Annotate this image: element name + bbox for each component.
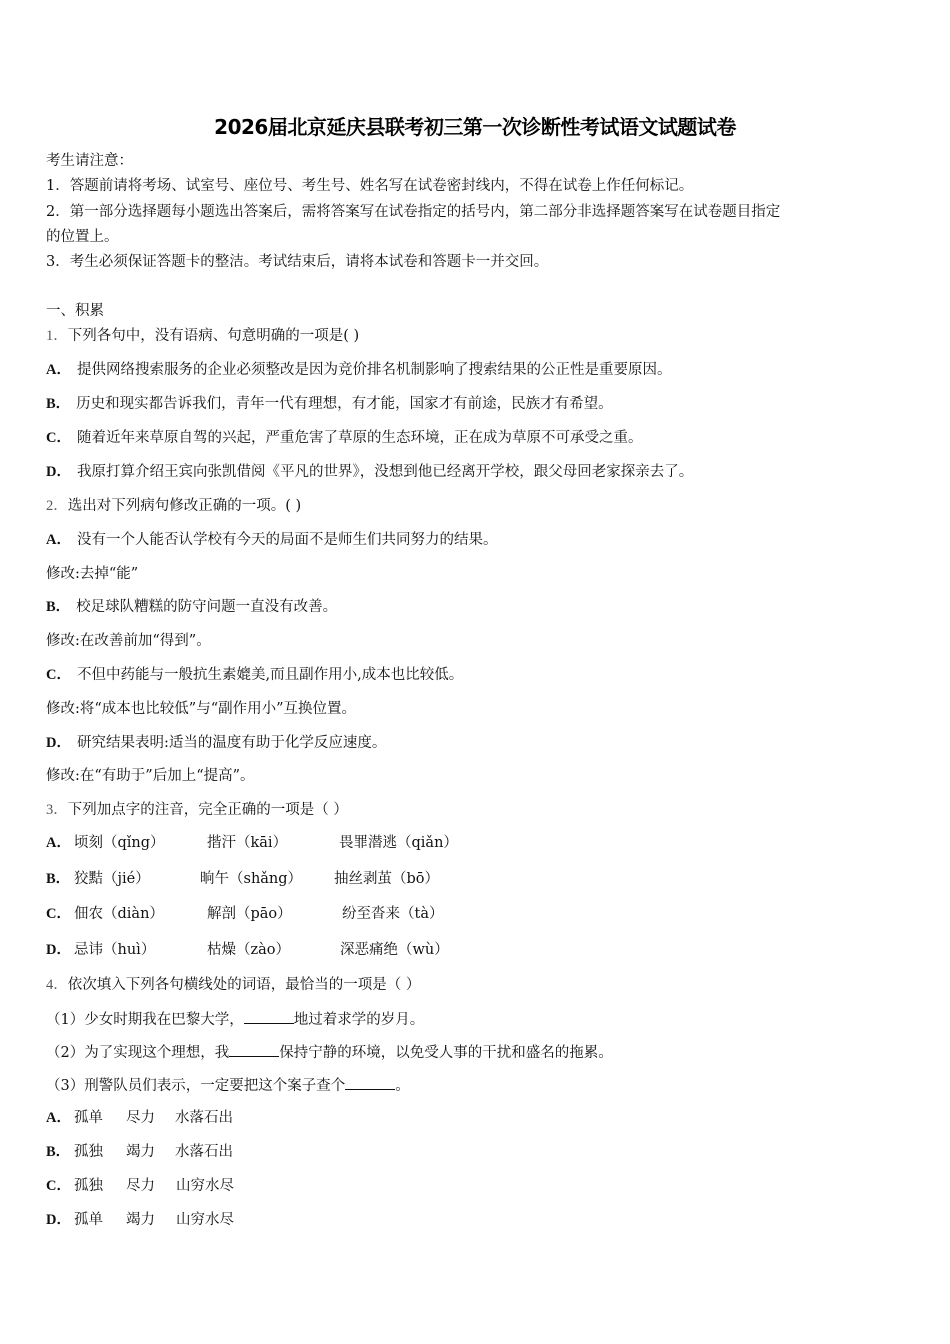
option-item: 孤单 — [74, 1110, 103, 1126]
question-number: 1． — [46, 328, 68, 344]
option-label: D． — [46, 1212, 71, 1228]
q2-option-c — [46, 665, 463, 685]
section-heading: 一、积累 — [46, 303, 104, 319]
option-item: 枯燥（zào） — [207, 942, 291, 958]
option-label: A． — [46, 1110, 71, 1126]
option-label: B． — [46, 1144, 71, 1160]
option-item: 佃农（diàn） — [74, 906, 164, 922]
fill-blank — [229, 1042, 279, 1057]
option-item: 晌午（shǎng） — [200, 871, 303, 887]
fill-blank — [345, 1075, 395, 1090]
option-label: D． — [46, 735, 71, 751]
option-item: 竭力 — [126, 1144, 155, 1160]
option-text: 校足球队糟糕的防守问题一直没有改善。 — [76, 599, 338, 615]
option-text: 历史和现实都告诉我们，青年一代有理想，有才能，国家才有前途，民族才有希望。 — [76, 396, 613, 412]
q4-sentence-1 — [46, 1009, 424, 1030]
option-item: 忌讳（huì） — [74, 942, 156, 958]
q2-option-c-fix: 修改:将“成本也比较低”与“副作用小”互换位置。 — [46, 701, 357, 717]
option-text: 研究结果表明:适当的温度有助于化学反应速度。 — [76, 735, 387, 751]
option-item: 狡黠（jié） — [74, 871, 150, 887]
notice-item-2-cont: 的位置上。 — [46, 229, 119, 245]
q1-option-b — [46, 394, 613, 414]
option-item: 纷至沓来（tà） — [342, 906, 444, 922]
sentence-post: 保持宁静的环境，以免受人事的干扰和盛名的拖累。 — [279, 1045, 613, 1061]
option-text: 提供网络搜索服务的企业必须整改是因为竞价排名机制影响了搜索结果的公正性是重要原因。 — [76, 362, 672, 378]
option-item: 水落石出 — [175, 1110, 233, 1126]
q4-option-a — [46, 1108, 233, 1128]
option-label: C． — [46, 667, 71, 683]
option-item: 尽力 — [126, 1178, 155, 1194]
option-label: A． — [46, 532, 71, 548]
option-label: C． — [46, 906, 71, 922]
option-label: A． — [46, 835, 71, 851]
option-item: 水落石出 — [175, 1144, 233, 1160]
q4-option-b — [46, 1142, 233, 1162]
option-text: 没有一个人能否认学校有今天的局面不是师生们共同努力的结果。 — [76, 532, 498, 548]
q3-option-a — [46, 833, 458, 853]
q2-option-a-fix: 修改:去掉“能” — [46, 566, 139, 582]
q2-option-d — [46, 733, 386, 753]
fill-blank — [244, 1009, 294, 1024]
q3-option-c — [46, 904, 444, 924]
question-text: 选出对下列病句修改正确的一项。( ) — [67, 498, 302, 514]
question-text: 下列各句中，没有语病、句意明确的一项是( ) — [67, 328, 360, 344]
sentence-pre: （3）刑警队员们表示，一定要把这个案子查个 — [46, 1078, 346, 1094]
option-item: 抽丝剥茧（bō） — [334, 871, 440, 887]
option-item: 揩汗（kāi） — [207, 835, 288, 851]
option-text: 我原打算介绍王宾向张凯借阅《平凡的世界》，没想到他已经离开学校，跟父母回老家探亲去了。 — [76, 464, 694, 480]
sentence-post: 地过着求学的岁月。 — [293, 1012, 425, 1028]
question-text: 依次填入下列各句横线处的词语，最恰当的一项是（ ） — [67, 977, 421, 993]
q2-option-b-fix: 修改:在改善前加“得到”。 — [46, 633, 211, 649]
q3-option-b — [46, 869, 440, 889]
q1-option-d — [46, 462, 693, 482]
option-item: 山穷水尽 — [176, 1178, 234, 1194]
question-number: 3． — [46, 802, 68, 818]
option-item: 孤单 — [74, 1212, 103, 1228]
option-text: 不但中药能与一般抗生素媲美,而且副作用小,成本也比较低。 — [76, 667, 464, 683]
notice-item-3: 3．考生必须保证答题卡的整洁。考试结束后，请将本试卷和答题卡一并交回。 — [46, 254, 549, 270]
question-2-stem — [46, 496, 301, 516]
option-label: D． — [46, 464, 71, 480]
notice-item-1: 1．答题前请将考场、试室号、座位号、考生号、姓名写在试卷密封线内，不得在试卷上作任何标记。 — [46, 178, 694, 194]
option-label: C． — [46, 1178, 71, 1194]
sentence-pre: （2）为了实现这个理想，我 — [46, 1045, 230, 1061]
option-item: 孤独 — [74, 1178, 103, 1194]
page-title: 2026届北京延庆县联考初三第一次诊断性考试语文试题试卷 — [214, 115, 736, 139]
option-label: A． — [46, 362, 71, 378]
option-label: D． — [46, 942, 71, 958]
sentence-pre: （1）少女时期我在巴黎大学， — [46, 1012, 244, 1028]
option-item: 竭力 — [126, 1212, 155, 1228]
question-number: 4． — [46, 977, 68, 993]
question-number: 2． — [46, 498, 68, 514]
q4-option-c — [46, 1176, 234, 1196]
q2-option-a — [46, 530, 497, 550]
q3-option-d — [46, 940, 449, 960]
option-label: C． — [46, 430, 71, 446]
option-item: 孤独 — [74, 1144, 103, 1160]
option-item: 顷刻（qǐng） — [74, 835, 165, 851]
option-item: 解剖（pāo） — [207, 906, 292, 922]
sentence-post: 。 — [395, 1078, 410, 1094]
question-text: 下列加点字的注音，完全正确的一项是（ ） — [67, 802, 348, 818]
option-label: B． — [46, 599, 71, 615]
notice-item-2: 2．第一部分选择题每小题选出答案后，需将答案写在试卷指定的括号内，第二部分非选择题答案写在试卷题目指定 — [46, 204, 781, 220]
notice-heading: 考生请注意： — [46, 153, 133, 169]
q2-option-d-fix: 修改:在“有助于”后加上“提高”。 — [46, 768, 255, 784]
q1-option-a — [46, 360, 671, 380]
option-text: 随着近年来草原自驾的兴起，严重危害了草原的生态环境，正在成为草原不可承受之重。 — [76, 430, 643, 446]
option-item: 畏罪潜逃（qiǎn） — [339, 835, 458, 851]
option-item: 尽力 — [126, 1110, 155, 1126]
q4-sentence-3 — [46, 1075, 410, 1096]
question-4-stem — [46, 975, 420, 995]
q4-option-d — [46, 1210, 234, 1230]
option-item: 深恶痛绝（wù） — [340, 942, 449, 958]
q2-option-b — [46, 597, 337, 617]
question-3-stem — [46, 800, 348, 820]
option-label: B． — [46, 871, 71, 887]
q4-sentence-2 — [46, 1042, 613, 1063]
option-label: B． — [46, 396, 71, 412]
question-1-stem — [46, 326, 359, 346]
option-item: 山穷水尽 — [176, 1212, 234, 1228]
q1-option-c — [46, 428, 642, 448]
